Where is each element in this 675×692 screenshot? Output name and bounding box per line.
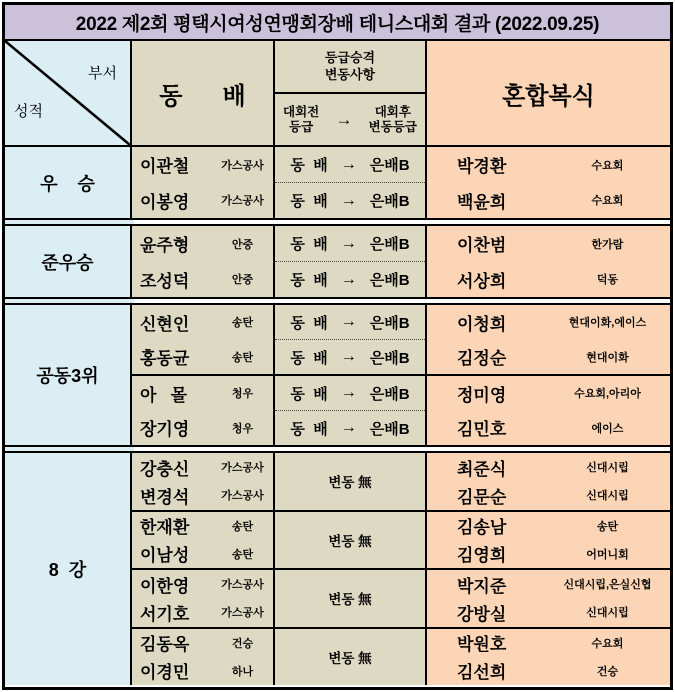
grade-change-cell [275, 147, 427, 218]
player-club: 송탄 [231, 351, 254, 364]
mixed-players-cell [427, 453, 670, 510]
player-name: 박경환 [457, 157, 507, 177]
dong-players-cell [132, 147, 275, 218]
player-row [427, 147, 670, 183]
section-divider-rank-fill [5, 220, 134, 224]
table-header [5, 41, 670, 147]
grade-before: 동 배 [290, 385, 328, 403]
dong-players-cell [132, 570, 275, 627]
player-club: 에이스 [591, 422, 624, 435]
player-row [427, 453, 670, 481]
player-club: 가스공사 [221, 579, 264, 592]
grade-change-row [275, 340, 425, 374]
player-name: 강충신 [140, 459, 190, 479]
grade-change-cell [275, 376, 427, 445]
player-club: 수요회 [591, 637, 624, 650]
result-section [5, 453, 670, 685]
section-divider-fill [134, 447, 670, 451]
right-arrow-icon: → [340, 234, 357, 252]
player-club: 신대시립,은실신협 [563, 579, 652, 592]
team-pair-row [132, 453, 670, 510]
right-arrow-icon: → [335, 109, 353, 129]
player-club: 현대이화 [586, 351, 629, 364]
player-club: 수요회 [591, 195, 624, 208]
player-name: 아 몰 [140, 385, 188, 405]
player-name: 장기영 [140, 420, 190, 440]
player-row [132, 512, 273, 540]
player-club: 하나 [231, 665, 254, 678]
player-name: 김민호 [457, 420, 507, 440]
player-row [427, 305, 670, 340]
page-title: 2022 제2회 평택시여성연맹회장배 테니스대회 결과 (2022.09.25) [5, 5, 670, 41]
grade-change-cell [275, 453, 427, 510]
diagonal-divider-line [5, 41, 130, 145]
player-club: 현대이화,에이스 [568, 317, 647, 330]
rank-label: 우 승 [5, 147, 132, 218]
player-club: 신대시립 [586, 607, 629, 620]
grade-change-cell [275, 629, 427, 686]
grade-after: 은배B [369, 272, 410, 289]
grade-change-row [275, 226, 425, 262]
grade-change-header [275, 41, 427, 145]
player-row [132, 570, 273, 598]
player-name: 한재환 [140, 518, 190, 538]
grade-after: 은배B [369, 193, 410, 210]
grade-change-row [275, 376, 425, 411]
player-club: 신대시립 [586, 462, 629, 475]
rank-label: 8 강 [5, 453, 132, 685]
player-name: 변경석 [140, 487, 190, 507]
section-divider-rank-fill [5, 299, 134, 303]
player-row [132, 183, 273, 219]
grade-change-title-line2: 변동사항 [324, 66, 376, 82]
player-club: 송탄 [596, 520, 619, 533]
player-name: 박원호 [457, 635, 507, 655]
section-body [132, 226, 670, 297]
dong-players-cell [132, 512, 275, 569]
player-row [132, 305, 273, 340]
player-club: 청우 [231, 388, 254, 401]
player-name: 김영희 [457, 546, 507, 566]
player-row [132, 147, 273, 183]
result-section [5, 226, 670, 297]
player-club: 송탄 [231, 548, 254, 561]
player-club: 한가람 [591, 238, 624, 251]
grade-no-change: 변동 無 [328, 533, 372, 549]
grade-change-cell [275, 570, 427, 627]
grade-change-row [275, 147, 425, 183]
dong-players-cell [132, 629, 275, 686]
dong-players-cell [132, 453, 275, 510]
player-row [132, 540, 273, 568]
player-club: 가스공사 [221, 462, 264, 475]
player-club: 가스공사 [221, 159, 264, 172]
player-name: 김선희 [457, 663, 507, 683]
grade-after: 은배B [369, 385, 410, 403]
mixed-doubles-column-header: 혼합복식 [427, 41, 670, 145]
player-row [132, 598, 273, 626]
mixed-players-cell [427, 226, 670, 297]
grade-change-row [275, 305, 425, 340]
section-body [132, 453, 670, 685]
player-name: 윤주형 [140, 236, 190, 256]
right-arrow-icon: → [340, 384, 357, 401]
player-name: 서기호 [140, 604, 190, 624]
player-club: 어머니회 [586, 548, 629, 561]
section-divider-fill [134, 220, 670, 224]
grade-before-label: 대회전 등급 [283, 104, 320, 134]
right-arrow-icon: → [340, 155, 357, 173]
dong-column-header: 동 배 [132, 41, 275, 145]
player-name: 최준식 [457, 459, 507, 479]
grade-after: 은배B [369, 157, 410, 174]
player-row [427, 376, 670, 411]
player-row [427, 629, 670, 657]
corner-label-result: 성적 [14, 103, 43, 120]
player-name: 이남성 [140, 546, 190, 566]
player-name: 김동옥 [140, 635, 190, 655]
player-name: 김문순 [457, 487, 507, 507]
mixed-players-cell [427, 570, 670, 627]
results-table [2, 2, 673, 690]
section-divider-fill [134, 299, 670, 303]
section-divider-rank-fill [5, 447, 134, 451]
player-club: 건승 [596, 665, 619, 678]
player-row [427, 512, 670, 540]
grade-before: 동 배 [290, 193, 328, 210]
player-name: 이찬범 [457, 236, 507, 256]
section-divider [5, 218, 670, 226]
player-name: 이관철 [140, 157, 190, 177]
player-name: 이봉영 [140, 192, 190, 212]
grade-before: 동 배 [290, 420, 328, 438]
player-club: 신대시립 [586, 490, 629, 503]
player-row [132, 481, 273, 509]
team-pair-row [132, 147, 670, 218]
player-row [427, 183, 670, 219]
grade-change-row [275, 411, 425, 445]
grade-change-row [275, 183, 425, 218]
player-name: 백윤희 [457, 192, 507, 212]
right-arrow-icon: → [340, 313, 357, 330]
player-name: 홍동균 [140, 349, 190, 369]
right-arrow-icon: → [340, 191, 357, 209]
player-club: 가스공사 [221, 607, 264, 620]
dong-players-cell [132, 226, 275, 297]
player-club: 수요회 [591, 159, 624, 172]
player-club: 수요회,아리아 [574, 388, 641, 401]
player-name: 조성덕 [140, 271, 190, 291]
player-name: 정미영 [457, 385, 507, 405]
mixed-players-cell [427, 376, 670, 445]
player-club: 청우 [231, 422, 254, 435]
grade-no-change: 변동 無 [328, 592, 372, 608]
corner-label-department: 부서 [88, 65, 117, 82]
player-row [132, 376, 273, 411]
result-sections [5, 147, 670, 685]
result-section [5, 305, 670, 445]
player-club: 덕동 [596, 274, 619, 287]
grade-before: 동 배 [290, 272, 328, 289]
player-row [427, 657, 670, 685]
player-row [132, 411, 273, 446]
mixed-players-cell [427, 512, 670, 569]
grade-before: 동 배 [290, 314, 328, 332]
team-pair-row [132, 305, 670, 374]
section-divider [5, 445, 670, 453]
rank-label: 공동3위 [5, 305, 132, 445]
grade-change-subheader [275, 94, 425, 145]
grade-change-row [275, 262, 425, 297]
player-row [427, 411, 670, 446]
grade-after: 은배B [369, 420, 410, 438]
player-name: 김정순 [457, 349, 507, 369]
grade-after-label: 대회후 변동등급 [368, 104, 417, 134]
player-row [132, 340, 273, 375]
grade-after: 은배B [369, 236, 410, 253]
dong-players-cell [132, 376, 275, 445]
grade-before: 동 배 [290, 236, 328, 253]
player-row [427, 540, 670, 568]
result-section [5, 147, 670, 218]
player-row [132, 226, 273, 262]
team-pair-row [132, 510, 670, 569]
player-row [132, 262, 273, 298]
player-row [132, 453, 273, 481]
grade-change-title-line1: 등급승격 [324, 50, 376, 66]
grade-before: 동 배 [290, 349, 328, 367]
grade-after: 은배B [369, 314, 410, 332]
grade-after: 은배B [369, 349, 410, 367]
player-name: 이한영 [140, 576, 190, 596]
mixed-players-cell [427, 305, 670, 374]
player-club: 안중 [231, 238, 254, 251]
player-name: 서상희 [457, 271, 507, 291]
player-name: 이경민 [140, 663, 190, 683]
player-row [427, 570, 670, 598]
mixed-players-cell [427, 147, 670, 218]
player-row [427, 598, 670, 626]
dong-players-cell [132, 305, 275, 374]
grade-change-cell [275, 305, 427, 374]
right-arrow-icon: → [340, 348, 357, 365]
player-club: 송탄 [231, 520, 254, 533]
team-pair-row [132, 374, 670, 445]
team-pair-row [132, 226, 670, 297]
team-pair-row [132, 627, 670, 686]
player-club: 가스공사 [221, 490, 264, 503]
player-name: 박지준 [457, 576, 507, 596]
grade-change-cell [275, 512, 427, 569]
player-club: 송탄 [231, 317, 254, 330]
mixed-players-cell [427, 629, 670, 686]
grade-change-cell [275, 226, 427, 297]
player-row [132, 629, 273, 657]
grade-change-title [275, 41, 425, 94]
grade-before: 동 배 [290, 157, 328, 174]
player-row [427, 340, 670, 375]
player-name: 강방실 [457, 604, 507, 624]
right-arrow-icon: → [340, 270, 357, 288]
player-row [427, 226, 670, 262]
player-club: 건승 [231, 637, 254, 650]
player-name: 김송남 [457, 518, 507, 538]
grade-no-change: 변동 無 [328, 650, 372, 666]
player-row [427, 481, 670, 509]
rank-label: 준우승 [5, 226, 132, 297]
player-row [132, 657, 273, 685]
player-row [427, 262, 670, 298]
player-name: 이청희 [457, 314, 507, 334]
right-arrow-icon: → [340, 419, 357, 436]
section-body [132, 305, 670, 445]
team-pair-row [132, 568, 670, 627]
corner-header-cell [5, 41, 132, 145]
section-divider [5, 297, 670, 305]
grade-no-change: 변동 無 [328, 475, 372, 491]
player-club: 안중 [231, 274, 254, 287]
section-body [132, 147, 670, 218]
player-club: 가스공사 [221, 195, 264, 208]
player-name: 신현인 [140, 314, 190, 334]
